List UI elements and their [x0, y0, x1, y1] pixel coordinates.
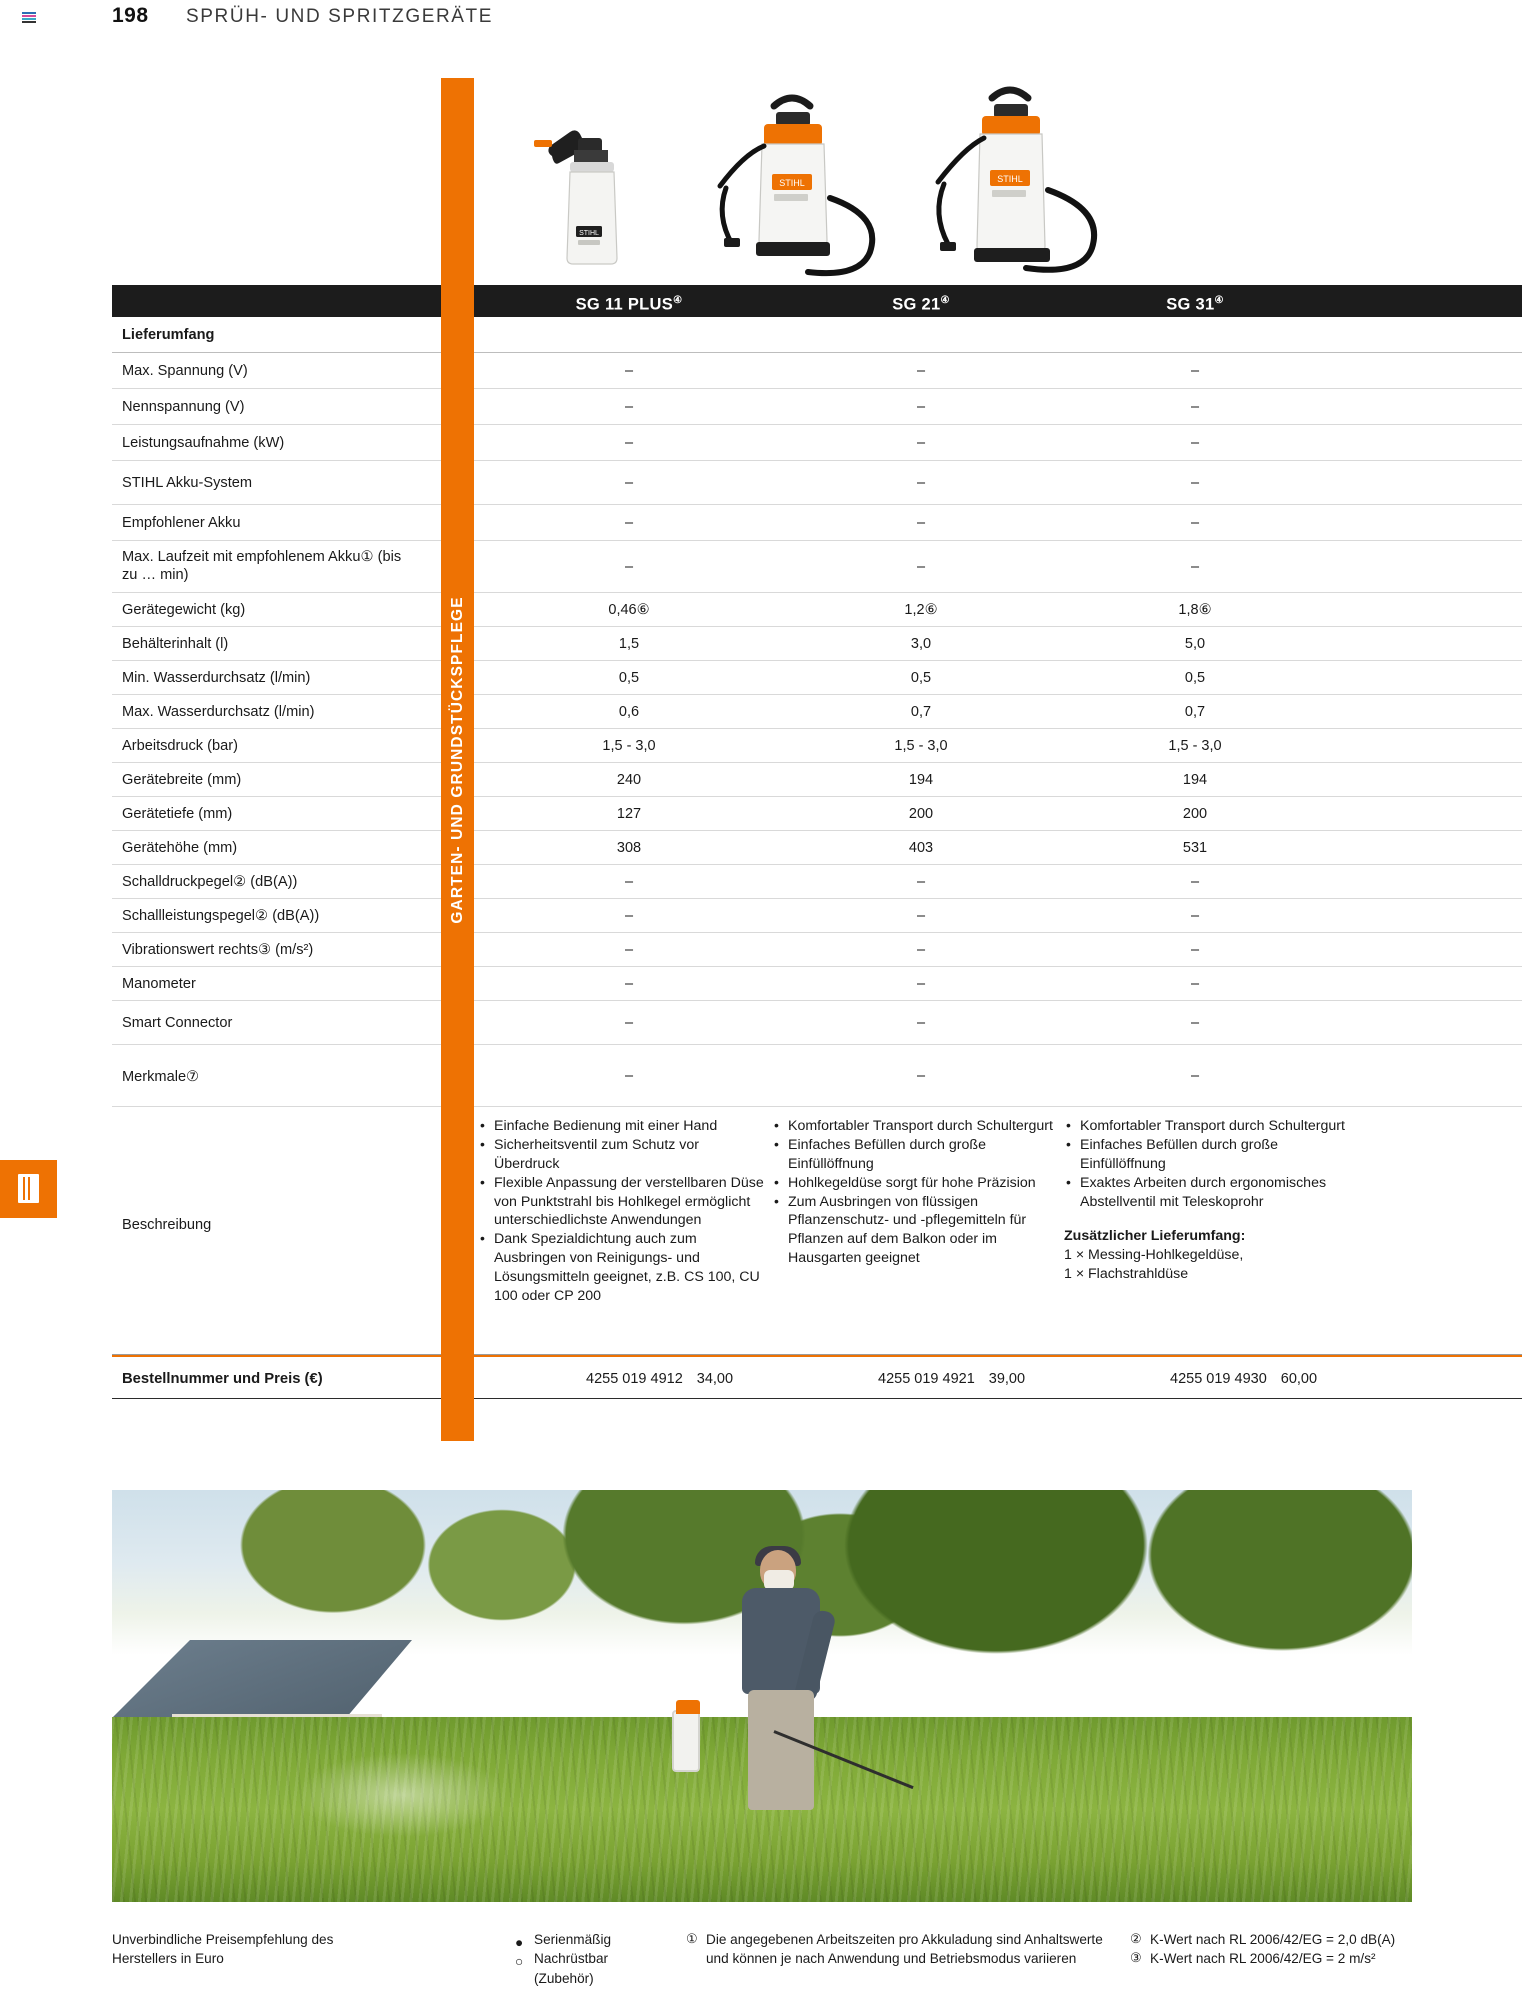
footnote-marker: ③ [1130, 1950, 1142, 1966]
list-item: • Einfaches Befüllen durch große Einfüllöffnung [772, 1136, 1062, 1174]
row-value: 5,0 [1184, 636, 1206, 652]
list-item: • Einfache Bedienung mit einer Hand [478, 1117, 768, 1136]
category-side-bar [441, 78, 474, 1441]
row-value: – [624, 908, 634, 924]
list-item: • Exaktes Arbeiten durch ergonomisches Abstellventil mit Teleskoprohr [1064, 1174, 1354, 1212]
column-header-sg21: SG 21④ [892, 295, 950, 314]
hollow-circle-icon: ○ [515, 1954, 524, 1970]
footnote-price-note: Unverbindliche Preisempfehlung des Herstellers in Euro [112, 1932, 334, 1967]
table-row [112, 627, 1522, 661]
product-image-sg31 [906, 78, 1122, 282]
row-value: 0,46⑥ [608, 602, 650, 618]
row-value: – [1190, 908, 1200, 924]
row-value: 1,2⑥ [904, 602, 938, 618]
footnote-item [1130, 1930, 1522, 1949]
description-sg31 [1064, 1117, 1354, 1284]
list-item: • Dank Spezialdichtung auch zum Ausbringen von Reinigungs- und Lösungsmitteln geeignet, z.B. CS 100, CU 100 oder CP 200 [478, 1230, 768, 1306]
order-number: 4255 019 4930 [1170, 1371, 1267, 1387]
extra-scope-line: 1 × Flachstrahldüse [1064, 1266, 1189, 1283]
table-row [112, 763, 1522, 797]
table-row-section-title [112, 317, 1522, 353]
extra-scope-line: 1 × Messing-Hohlkegeldüse, [1064, 1247, 1244, 1264]
svg-text:STIHL: STIHL [997, 174, 1023, 184]
table-row [112, 933, 1522, 967]
category-label: GARTEN- UND GRUNDSTÜCKSPFLEGE [448, 595, 466, 924]
legend-label: Serienmäßig [534, 1932, 612, 1947]
row-label: STIHL Akku-System [122, 475, 253, 491]
row-value: 531 [1182, 840, 1208, 856]
row-value: 1,5 - 3,0 [602, 738, 656, 754]
row-label: Arbeitsdruck (bar) [122, 738, 238, 754]
table-row [112, 461, 1522, 505]
row-label: Leistungsaufnahme (kW) [122, 435, 285, 451]
color-bars-icon [22, 12, 36, 24]
spec-table [112, 285, 1522, 1399]
row-value: – [624, 942, 634, 958]
row-value: – [916, 399, 926, 415]
table-row [112, 593, 1522, 627]
row-value: – [916, 1068, 926, 1084]
row-value: 0,5 [618, 670, 640, 686]
row-value: – [1190, 1068, 1200, 1084]
row-value: 240 [616, 772, 642, 788]
row-value: – [1190, 399, 1200, 415]
row-value: – [624, 435, 634, 451]
row-label: Gerätebreite (mm) [122, 772, 242, 788]
row-value: – [916, 559, 926, 575]
description-sg11plus [478, 1117, 768, 1306]
order-number: 4255 019 4912 [586, 1371, 683, 1387]
row-value: 0,5 [1184, 670, 1206, 686]
row-value: – [1190, 515, 1200, 531]
table-row [112, 425, 1522, 461]
row-value: – [1190, 874, 1200, 890]
order-price: 39,00 [988, 1371, 1026, 1387]
svg-text:STIHL: STIHL [779, 178, 805, 188]
row-value: 0,5 [910, 670, 932, 686]
order-price: 34,00 [696, 1371, 734, 1387]
column-header-sg31: SG 31④ [1166, 295, 1224, 314]
row-label: Schallleistungspegel② (dB(A)) [122, 908, 320, 924]
order-number-row [112, 1355, 1522, 1399]
row-value: 194 [908, 772, 934, 788]
row-value: – [624, 399, 634, 415]
footnote-legend [512, 1930, 642, 1988]
page-title: SPRÜH- UND SPRITZGERÄTE [186, 6, 494, 27]
legend-label: Nachrüstbar (Zubehör) [534, 1951, 609, 1986]
row-value: 308 [616, 840, 642, 856]
row-label: Manometer [122, 976, 196, 992]
row-value: – [916, 475, 926, 491]
row-label: Max. Wasserdurchsatz (l/min) [122, 704, 315, 720]
photo-person [722, 1550, 852, 1810]
photo-person-legs [748, 1690, 814, 1810]
row-label: Merkmale⑦ [122, 1069, 200, 1085]
table-row [112, 1045, 1522, 1107]
photo-spray-mist [262, 1740, 542, 1850]
row-value: – [916, 874, 926, 890]
row-label: Schalldruckpegel② (dB(A)) [122, 874, 298, 890]
row-value: – [1190, 559, 1200, 575]
row-label: Vibrationswert rechts③ (m/s²) [122, 942, 314, 958]
row-value: 1,5 - 3,0 [894, 738, 948, 754]
row-value: 200 [908, 806, 934, 822]
product-image-sg11plus [474, 78, 690, 282]
row-value: 3,0 [910, 636, 932, 652]
order-value-sg31 [1170, 1357, 1317, 1401]
photo-person-mask [764, 1570, 794, 1590]
table-row [112, 389, 1522, 425]
table-row-description [112, 1107, 1522, 1355]
row-label: Empfohlener Akku [122, 515, 241, 531]
row-label: Max. Spannung (V) [122, 363, 248, 379]
table-row [112, 899, 1522, 933]
row-value: – [1190, 1015, 1200, 1031]
row-value: – [916, 908, 926, 924]
table-row [112, 967, 1522, 1001]
table-row [112, 865, 1522, 899]
row-label: Behälterinhalt (l) [122, 636, 229, 652]
row-value: – [1190, 976, 1200, 992]
row-value: 0,6 [618, 704, 640, 720]
row-label: Gerätehöhe (mm) [122, 840, 238, 856]
order-value-sg21 [878, 1357, 1025, 1401]
footnote-text: Die angegebenen Arbeitszeiten pro Akkuladung sind Anhaltswerte und können je nach Anwendung und Betriebsmodus variieren [706, 1932, 1103, 1967]
row-value: 403 [908, 840, 934, 856]
row-value: 200 [1182, 806, 1208, 822]
order-price: 60,00 [1280, 1371, 1318, 1387]
row-value: – [916, 1015, 926, 1031]
order-value-sg11plus [586, 1357, 733, 1401]
row-label: Gerätetiefe (mm) [122, 806, 233, 822]
row-value: – [916, 942, 926, 958]
order-number: 4255 019 4921 [878, 1371, 975, 1387]
footnote-marker: ② [1130, 1931, 1142, 1946]
row-label: Max. Laufzeit mit empfohlenem Akku① (bis zu … min) [122, 549, 402, 583]
catalog-bookmark-tab[interactable] [0, 1160, 57, 1218]
row-value: 194 [1182, 772, 1208, 788]
page-header [0, 0, 1522, 44]
list-item: • Komfortabler Transport durch Schultergurt [1064, 1117, 1354, 1136]
footnote-marker: ① [686, 1931, 698, 1946]
row-label: Beschreibung [122, 1217, 212, 1233]
header-label-cell [112, 285, 430, 317]
legend-item [512, 1949, 642, 1988]
table-row [112, 505, 1522, 541]
table-row [112, 1001, 1522, 1045]
photo-sprayer [672, 1710, 700, 1772]
row-value: 127 [616, 806, 642, 822]
row-value: – [624, 874, 634, 890]
photo-roof [112, 1640, 412, 1718]
list-item: • Zum Ausbringen von flüssigen Pflanzenschutz- und -pflegemitteln für Pflanzen auf dem Balkon oder im Hausgarten geeignet [772, 1193, 1062, 1269]
list-item: • Einfaches Befüllen durch große Einfüllöffnung [1064, 1136, 1354, 1174]
footnote-group-right [1130, 1930, 1522, 1969]
footnote-item [686, 1930, 1116, 1969]
row-value: – [624, 1068, 634, 1084]
row-value: – [1190, 475, 1200, 491]
footnote-text: K-Wert nach RL 2006/42/EG = 2 m/s² [1150, 1951, 1376, 1967]
extra-scope-title: Zusätzlicher Lieferumfang: [1064, 1228, 1246, 1245]
row-value: 1,5 - 3,0 [1168, 738, 1222, 754]
row-value: – [624, 1015, 634, 1031]
filled-circle-icon: ● [515, 1935, 524, 1950]
product-image-strip [474, 78, 1122, 282]
row-value: – [624, 475, 634, 491]
table-row [112, 831, 1522, 865]
row-label: Lieferumfang [122, 327, 215, 343]
row-label: Smart Connector [122, 1015, 233, 1031]
page-number: 198 [112, 4, 149, 27]
description-sg21 [772, 1117, 1062, 1268]
row-value: – [916, 976, 926, 992]
table-row [112, 729, 1522, 763]
list-item: • Sicherheitsventil zum Schutz vor Überdruck [478, 1136, 768, 1174]
row-label: Gerätegewicht (kg) [122, 602, 246, 618]
row-value: – [624, 559, 634, 575]
row-value: – [916, 515, 926, 531]
table-row [112, 797, 1522, 831]
svg-text:STIHL: STIHL [579, 230, 599, 237]
table-row [112, 541, 1522, 593]
order-row-label: Bestellnummer und Preis (€) [122, 1371, 323, 1387]
row-value: – [1190, 942, 1200, 958]
row-value: 1,8⑥ [1178, 602, 1212, 618]
row-value: – [916, 363, 926, 379]
legend-item [512, 1930, 642, 1949]
row-value: – [624, 363, 634, 379]
row-value: – [624, 515, 634, 531]
row-value: – [1190, 435, 1200, 451]
row-value: 1,5 [618, 636, 640, 652]
list-item: • Hohlkegeldüse sorgt für hohe Präzision [772, 1174, 1062, 1193]
footnote-item [1130, 1949, 1522, 1968]
table-header-row [112, 285, 1522, 317]
row-label: Min. Wasserdurchsatz (l/min) [122, 670, 311, 686]
row-value: – [1190, 363, 1200, 379]
column-header-sg11plus: SG 11 PLUS④ [575, 295, 683, 314]
row-label: Nennspannung (V) [122, 399, 245, 415]
row-value: 0,7 [910, 704, 932, 720]
product-image-sg21 [690, 78, 906, 282]
list-item: • Flexible Anpassung der verstellbaren Düse von Punktstrahl bis Hohlkegel ermöglicht unterschiedlichste Anwendungen [478, 1174, 768, 1231]
row-value: 0,7 [1184, 704, 1206, 720]
row-value: – [624, 976, 634, 992]
row-value: – [916, 435, 926, 451]
lifestyle-photo [112, 1490, 1412, 1902]
book-icon [18, 1174, 39, 1203]
list-item: • Komfortabler Transport durch Schultergurt [772, 1117, 1062, 1136]
footnote-group-mid [686, 1930, 1116, 1969]
table-row [112, 695, 1522, 729]
table-row [112, 353, 1522, 389]
table-row [112, 661, 1522, 695]
footnote-text: K-Wert nach RL 2006/42/EG = 2,0 dB(A) [1150, 1932, 1396, 1947]
